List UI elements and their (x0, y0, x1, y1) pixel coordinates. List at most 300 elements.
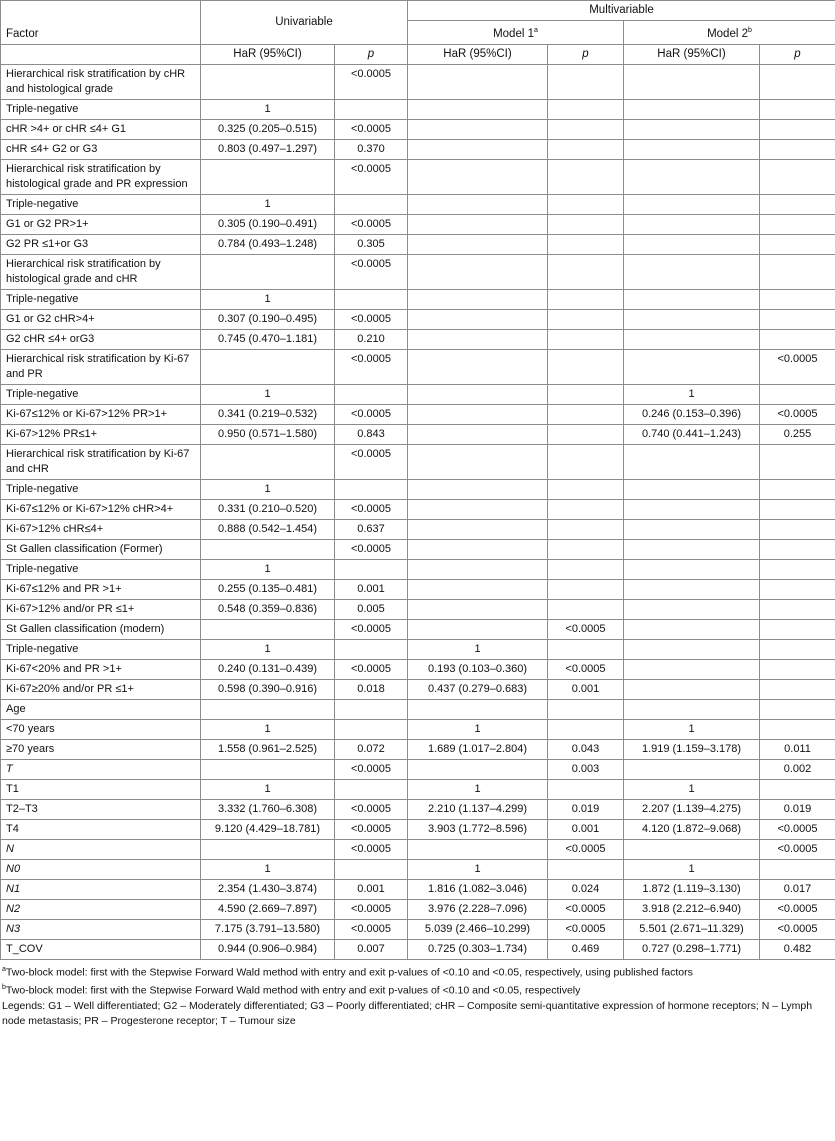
model1-har-cell: 5.039 (2.466–10.299) (408, 919, 548, 939)
model1-har-cell (408, 234, 548, 254)
model2-p-cell (760, 329, 835, 349)
table-row (1, 329, 835, 349)
factor-cell: St Gallen classification (modern) (1, 619, 201, 639)
model2-p-cell (760, 214, 835, 234)
model2-har-cell (624, 99, 760, 119)
univariable-p-cell (335, 384, 408, 404)
factor-cell: Triple-negative (1, 384, 201, 404)
univariable-har-header: HaR (95%CI) (201, 44, 335, 64)
univariable-har-cell: 1 (201, 719, 335, 739)
model1-p-cell (548, 404, 624, 424)
model2-har-cell (624, 499, 760, 519)
univariable-har-cell (201, 839, 335, 859)
univariable-p-cell (335, 99, 408, 119)
model1-har-cell: 0.437 (0.279–0.683) (408, 679, 548, 699)
model2-har-cell: 1 (624, 859, 760, 879)
model1-p-cell (548, 139, 624, 159)
model2-p-cell: <0.0005 (760, 349, 835, 384)
univariable-har-cell: 0.950 (0.571–1.580) (201, 424, 335, 444)
factor-cell: St Gallen classification (Former) (1, 539, 201, 559)
model1-header: Model 1$^a$ (408, 21, 624, 45)
factor-cell: N2 (1, 899, 201, 919)
model2-p-cell (760, 779, 835, 799)
table-row (1, 349, 835, 384)
univariable-p-cell: <0.0005 (335, 444, 408, 479)
univariable-p-cell: 0.018 (335, 679, 408, 699)
univariable-har-cell: 1 (201, 479, 335, 499)
model2-p-cell (760, 479, 835, 499)
model1-p-header: p (548, 44, 624, 64)
factor-cell: N (1, 839, 201, 859)
univariable-p-cell: 0.843 (335, 424, 408, 444)
model2-p-cell: 0.017 (760, 879, 835, 899)
table-row (1, 799, 835, 819)
univariable-har-cell: 0.944 (0.906–0.984) (201, 939, 335, 959)
univariable-p-cell (335, 699, 408, 719)
factor-cell: G2 cHR ≤4+ orG3 (1, 329, 201, 349)
model2-har-cell (624, 539, 760, 559)
table-row (1, 779, 835, 799)
model2-p-cell (760, 159, 835, 194)
model1-p-cell: <0.0005 (548, 659, 624, 679)
model1-p-cell (548, 779, 624, 799)
univariable-p-cell: <0.0005 (335, 899, 408, 919)
model1-har-cell (408, 539, 548, 559)
factor-cell: Ki-67>12% PR≤1+ (1, 424, 201, 444)
model1-har-cell: 1 (408, 639, 548, 659)
table-row (1, 639, 835, 659)
table-row (1, 539, 835, 559)
model2-har-cell: 0.740 (0.441–1.243) (624, 424, 760, 444)
model1-har-cell (408, 759, 548, 779)
model2-p-cell: <0.0005 (760, 839, 835, 859)
table-row (1, 119, 835, 139)
model2-p-cell (760, 444, 835, 479)
model1-har-cell (408, 839, 548, 859)
model2-p-cell (760, 289, 835, 309)
table-row (1, 424, 835, 444)
factor-cell: Hierarchical risk stratification by histological grade and PR expression (1, 159, 201, 194)
table-row (1, 499, 835, 519)
model2-p-cell (760, 519, 835, 539)
model1-p-cell (548, 329, 624, 349)
univariable-har-cell: 0.307 (0.190–0.495) (201, 309, 335, 329)
factor-cell: G1 or G2 cHR>4+ (1, 309, 201, 329)
model1-p-cell (548, 499, 624, 519)
model2-har-cell (624, 214, 760, 234)
model1-p-cell (548, 539, 624, 559)
model1-har-cell (408, 214, 548, 234)
univariable-har-cell: 1.558 (0.961–2.525) (201, 739, 335, 759)
model2-p-cell: <0.0005 (760, 404, 835, 424)
legend-note: Legends: G1 – Well differentiated; G2 – Moderately differentiated; G3 – Poorly differentiated; cHR – Composite semi-quantitative expression of hormone receptors; N – Lymph node metastasis; PR – Progesterone receptor; T – Tumour size (2, 999, 813, 1027)
model1-har-cell (408, 404, 548, 424)
model1-p-cell (548, 349, 624, 384)
model1-p-cell (548, 119, 624, 139)
model1-p-cell (548, 559, 624, 579)
univariable-p-cell: <0.0005 (335, 64, 408, 99)
model1-p-cell (548, 479, 624, 499)
model1-har-cell (408, 479, 548, 499)
model1-p-cell: 0.003 (548, 759, 624, 779)
model2-p-cell (760, 539, 835, 559)
model2-har-cell: 5.501 (2.671–11.329) (624, 919, 760, 939)
model2-p-header: p (760, 44, 835, 64)
model1-har-cell: 2.210 (1.137–4.299) (408, 799, 548, 819)
factor-cell: Ki-67>12% and/or PR ≤1+ (1, 599, 201, 619)
model1-har-cell (408, 329, 548, 349)
factor-cell: Ki-67≤12% or Ki-67>12% cHR>4+ (1, 499, 201, 519)
table-row (1, 579, 835, 599)
univariable-har-cell: 0.784 (0.493–1.248) (201, 234, 335, 254)
univariable-header: Univariable (201, 1, 408, 45)
table-row (1, 479, 835, 499)
model1-p-cell (548, 639, 624, 659)
model2-p-cell (760, 64, 835, 99)
factor-cell: T_COV (1, 939, 201, 959)
model2-har-cell: 2.207 (1.139–4.275) (624, 799, 760, 819)
univariable-p-cell: <0.0005 (335, 159, 408, 194)
factor-cell: cHR ≤4+ G2 or G3 (1, 139, 201, 159)
univariable-p-cell (335, 719, 408, 739)
univariable-p-cell (335, 639, 408, 659)
model2-har-cell (624, 839, 760, 859)
model2-har-cell (624, 139, 760, 159)
univariable-har-cell: 0.255 (0.135–0.481) (201, 579, 335, 599)
univariable-p-cell (335, 194, 408, 214)
model1-p-cell: <0.0005 (548, 839, 624, 859)
table-row (1, 559, 835, 579)
model2-p-cell: 0.002 (760, 759, 835, 779)
univariable-p-cell: <0.0005 (335, 919, 408, 939)
model2-p-cell: <0.0005 (760, 819, 835, 839)
univariable-p-cell: 0.305 (335, 234, 408, 254)
univariable-p-cell: <0.0005 (335, 499, 408, 519)
model1-p-cell (548, 99, 624, 119)
model1-har-cell: 3.903 (1.772–8.596) (408, 819, 548, 839)
model2-har-cell (624, 699, 760, 719)
univariable-har-cell: 0.331 (0.210–0.520) (201, 499, 335, 519)
factor-cell: Triple-negative (1, 99, 201, 119)
model2-har-cell (624, 309, 760, 329)
model2-har-cell (624, 599, 760, 619)
factor-cell: Triple-negative (1, 194, 201, 214)
factor-cell: N3 (1, 919, 201, 939)
univariable-p-cell: <0.0005 (335, 309, 408, 329)
model2-har-cell (624, 194, 760, 214)
model1-p-cell: <0.0005 (548, 619, 624, 639)
factor-cell: Ki-67<20% and PR >1+ (1, 659, 201, 679)
model2-har-header: HaR (95%CI) (624, 44, 760, 64)
univariable-har-cell (201, 699, 335, 719)
univariable-har-cell: 0.548 (0.359–0.836) (201, 599, 335, 619)
model1-har-cell (408, 444, 548, 479)
model2-har-cell (624, 619, 760, 639)
model1-har-cell (408, 254, 548, 289)
factor-cell: ≥70 years (1, 739, 201, 759)
model2-p-cell (760, 719, 835, 739)
table-row (1, 939, 835, 959)
factor-cell: <70 years (1, 719, 201, 739)
table-row (1, 214, 835, 234)
table-row (1, 619, 835, 639)
footnote-b: $^b$Two-block model: first with the Stepwise Forward Wald method with entry and exit p-values of <0.10 and <0.05, respectively (2, 984, 581, 997)
univariable-p-cell: 0.001 (335, 579, 408, 599)
model1-p-cell (548, 234, 624, 254)
table-row (1, 699, 835, 719)
model2-p-cell (760, 499, 835, 519)
model2-har-cell (624, 254, 760, 289)
model2-p-cell: 0.482 (760, 939, 835, 959)
factor-cell: N0 (1, 859, 201, 879)
model2-har-cell (624, 64, 760, 99)
univariable-har-cell: 7.175 (3.791–13.580) (201, 919, 335, 939)
model2-p-cell (760, 309, 835, 329)
model2-p-cell (760, 559, 835, 579)
univariable-p-cell: <0.0005 (335, 619, 408, 639)
model2-har-cell (624, 559, 760, 579)
univariable-p-cell: <0.0005 (335, 214, 408, 234)
model1-har-cell (408, 424, 548, 444)
model1-p-cell (548, 719, 624, 739)
table-row (1, 819, 835, 839)
model2-p-cell: 0.255 (760, 424, 835, 444)
factor-cell: Hierarchical risk stratification by cHR and histological grade (1, 64, 201, 99)
model1-har-cell (408, 64, 548, 99)
table-row (1, 739, 835, 759)
model2-header: Model 2$^b$ (624, 21, 835, 45)
univariable-har-cell (201, 159, 335, 194)
univariable-har-cell: 1 (201, 99, 335, 119)
model1-har-cell (408, 579, 548, 599)
model1-p-cell: 0.469 (548, 939, 624, 959)
model1-har-cell (408, 699, 548, 719)
model2-p-cell (760, 384, 835, 404)
table-row (1, 839, 835, 859)
univariable-har-cell: 0.341 (0.219–0.532) (201, 404, 335, 424)
univariable-har-cell: 1 (201, 859, 335, 879)
table-row (1, 659, 835, 679)
table-row (1, 599, 835, 619)
model1-har-cell (408, 194, 548, 214)
model1-har-cell: 1.816 (1.082–3.046) (408, 879, 548, 899)
table-notes (0, 960, 835, 1029)
table-row (1, 99, 835, 119)
univariable-har-cell: 3.332 (1.760–6.308) (201, 799, 335, 819)
table-row (1, 309, 835, 329)
univariable-p-cell: 0.370 (335, 139, 408, 159)
univariable-har-cell: 0.888 (0.542–1.454) (201, 519, 335, 539)
model1-p-cell (548, 64, 624, 99)
table-row (1, 879, 835, 899)
model1-p-cell (548, 579, 624, 599)
model2-har-cell: 1 (624, 719, 760, 739)
model1-har-cell: 1 (408, 779, 548, 799)
univariable-p-cell: <0.0005 (335, 799, 408, 819)
model2-har-cell (624, 579, 760, 599)
univariable-p-header: p (335, 44, 408, 64)
univariable-p-cell: 0.072 (335, 739, 408, 759)
model1-p-cell (548, 194, 624, 214)
model1-p-cell (548, 444, 624, 479)
model2-har-cell (624, 159, 760, 194)
univariable-p-cell: <0.0005 (335, 839, 408, 859)
model2-p-cell (760, 234, 835, 254)
table-row (1, 759, 835, 779)
univariable-har-cell: 1 (201, 779, 335, 799)
univariable-har-cell (201, 539, 335, 559)
univariable-har-cell: 9.120 (4.429–18.781) (201, 819, 335, 839)
model1-har-cell (408, 499, 548, 519)
header-row-1 (1, 1, 835, 21)
model2-har-cell: 0.246 (0.153–0.396) (624, 404, 760, 424)
model2-p-cell (760, 254, 835, 289)
model2-p-cell (760, 139, 835, 159)
model2-p-cell: 0.019 (760, 799, 835, 819)
univariable-p-cell: <0.0005 (335, 819, 408, 839)
table-row (1, 404, 835, 424)
model1-har-cell: 1.689 (1.017–2.804) (408, 739, 548, 759)
model1-har-header: HaR (95%CI) (408, 44, 548, 64)
table-row (1, 679, 835, 699)
table-row (1, 719, 835, 739)
model2-har-cell: 1 (624, 384, 760, 404)
model2-har-cell (624, 759, 760, 779)
factor-header-blank (1, 44, 201, 64)
factor-cell: Hierarchical risk stratification by Ki-67 and cHR (1, 444, 201, 479)
univariable-har-cell: 0.305 (0.190–0.491) (201, 214, 335, 234)
model2-har-cell (624, 289, 760, 309)
factor-cell: N1 (1, 879, 201, 899)
factor-cell: T (1, 759, 201, 779)
model1-har-cell (408, 99, 548, 119)
model1-har-cell: 1 (408, 859, 548, 879)
model2-p-cell (760, 699, 835, 719)
factor-cell: Ki-67>12% cHR≤4+ (1, 519, 201, 539)
model2-har-cell (624, 679, 760, 699)
model1-p-cell (548, 214, 624, 234)
model2-p-cell (760, 619, 835, 639)
model1-har-cell (408, 559, 548, 579)
univariable-p-cell: 0.001 (335, 879, 408, 899)
model1-har-cell (408, 619, 548, 639)
table-row (1, 194, 835, 214)
model2-har-cell: 1.872 (1.119–3.130) (624, 879, 760, 899)
table-row (1, 234, 835, 254)
model1-har-cell (408, 119, 548, 139)
factor-cell: Ki-67≤12% and PR >1+ (1, 579, 201, 599)
model2-har-cell (624, 519, 760, 539)
factor-cell: Ki-67≤12% or Ki-67>12% PR>1+ (1, 404, 201, 424)
model2-har-cell: 0.727 (0.298–1.771) (624, 939, 760, 959)
univariable-har-cell (201, 759, 335, 779)
model1-har-cell: 1 (408, 719, 548, 739)
model1-har-cell (408, 139, 548, 159)
model2-p-cell: <0.0005 (760, 899, 835, 919)
univariable-p-cell: <0.0005 (335, 349, 408, 384)
univariable-p-cell (335, 859, 408, 879)
univariable-har-cell: 1 (201, 289, 335, 309)
factor-cell: Triple-negative (1, 559, 201, 579)
univariable-p-cell: <0.0005 (335, 254, 408, 289)
model1-p-cell (548, 309, 624, 329)
factor-cell: Age (1, 699, 201, 719)
model1-p-cell (548, 519, 624, 539)
model2-har-cell (624, 349, 760, 384)
table-row (1, 159, 835, 194)
univariable-har-cell (201, 254, 335, 289)
model1-p-cell (548, 424, 624, 444)
univariable-har-cell: 1 (201, 384, 335, 404)
model2-har-cell (624, 444, 760, 479)
model2-har-cell (624, 479, 760, 499)
model2-har-cell: 1.919 (1.159–3.178) (624, 739, 760, 759)
factor-cell: Triple-negative (1, 479, 201, 499)
model2-har-cell (624, 329, 760, 349)
univariable-har-cell: 0.745 (0.470–1.181) (201, 329, 335, 349)
univariable-p-cell: 0.007 (335, 939, 408, 959)
model1-har-cell (408, 519, 548, 539)
univariable-har-cell: 2.354 (1.430–3.874) (201, 879, 335, 899)
model1-p-cell (548, 859, 624, 879)
model2-har-cell (624, 639, 760, 659)
model1-p-cell (548, 254, 624, 289)
model1-p-cell: 0.001 (548, 679, 624, 699)
univariable-p-cell (335, 289, 408, 309)
table-body (1, 64, 835, 959)
univariable-p-cell: 0.637 (335, 519, 408, 539)
univariable-p-cell (335, 479, 408, 499)
univariable-p-cell: <0.0005 (335, 539, 408, 559)
model1-har-cell: 3.976 (2.228–7.096) (408, 899, 548, 919)
table-row (1, 899, 835, 919)
factor-cell: Hierarchical risk stratification by histological grade and cHR (1, 254, 201, 289)
table-row (1, 289, 835, 309)
model1-p-cell: 0.001 (548, 819, 624, 839)
model2-p-cell (760, 639, 835, 659)
model1-har-cell: 0.725 (0.303–1.734) (408, 939, 548, 959)
model1-har-cell (408, 309, 548, 329)
univariable-har-cell: 0.240 (0.131–0.439) (201, 659, 335, 679)
model1-har-cell: 0.193 (0.103–0.360) (408, 659, 548, 679)
model1-p-cell: 0.019 (548, 799, 624, 819)
univariable-har-cell: 0.803 (0.497–1.297) (201, 139, 335, 159)
model2-p-cell (760, 659, 835, 679)
factor-cell: G2 PR ≤1+or G3 (1, 234, 201, 254)
univariable-p-cell: <0.0005 (335, 404, 408, 424)
model2-p-cell (760, 194, 835, 214)
model2-p-cell (760, 579, 835, 599)
model1-har-cell (408, 384, 548, 404)
univariable-har-cell (201, 444, 335, 479)
model2-p-cell (760, 99, 835, 119)
model1-p-cell: 0.024 (548, 879, 624, 899)
model1-p-cell: 0.043 (548, 739, 624, 759)
table-row (1, 519, 835, 539)
model1-har-cell (408, 349, 548, 384)
model2-p-cell (760, 859, 835, 879)
table-row (1, 64, 835, 99)
table-row (1, 444, 835, 479)
univariable-har-cell (201, 349, 335, 384)
univariable-har-cell: 1 (201, 559, 335, 579)
factor-cell: T4 (1, 819, 201, 839)
univariable-har-cell: 0.325 (0.205–0.515) (201, 119, 335, 139)
factor-cell: Hierarchical risk stratification by Ki-67 and PR (1, 349, 201, 384)
univariable-har-cell: 1 (201, 639, 335, 659)
header-row-3 (1, 44, 835, 64)
model1-p-cell (548, 289, 624, 309)
